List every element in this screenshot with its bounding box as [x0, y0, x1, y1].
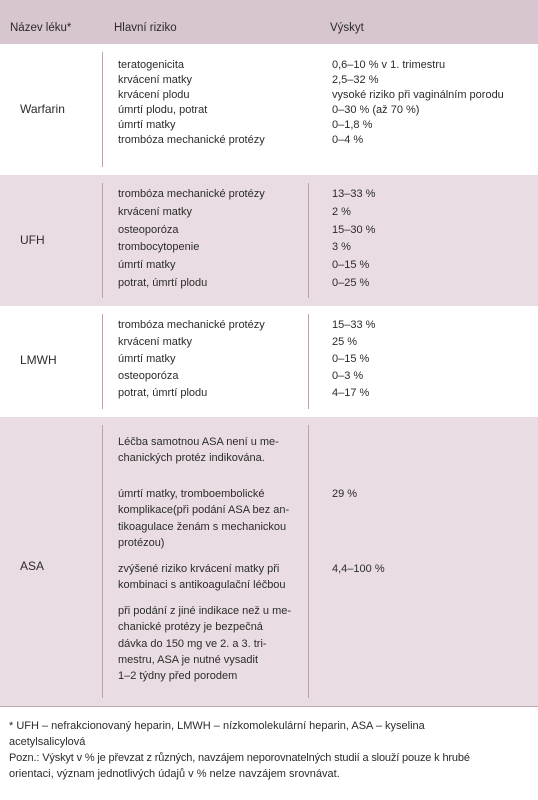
risk-cell: krvácení matky — [118, 206, 192, 218]
risk-line: mestru, ASA je nutné vysadit — [118, 653, 259, 666]
column-divider — [102, 425, 103, 698]
group-ufh — [0, 175, 538, 307]
header-drug-name: Název léku* — [10, 22, 72, 34]
occurrence-cell: 0,6–10 % v 1. trimestru — [332, 59, 446, 71]
column-divider — [102, 183, 103, 298]
occurrence-cell: 2,5–32 % — [332, 74, 379, 86]
column-divider — [102, 52, 103, 167]
occurrence-cell: 0–15 % — [332, 259, 370, 271]
risk-line: 1–2 týdny před porodem — [118, 670, 238, 683]
risk-paragraph — [118, 486, 289, 551]
occurrence-cell: 15–30 % — [332, 224, 376, 236]
risk-line: Léčba samotnou ASA není u me- — [118, 436, 279, 448]
occurrence-cell: 2 % — [332, 206, 351, 218]
risk-paragraph — [118, 603, 291, 684]
risk-line: úmrtí matky, tromboembolické — [118, 488, 265, 500]
footnote-abbreviations: * UFH – nefrakcionovaný heparin, LMWH – nízkomolekulární heparin, ASA – kyselina — [9, 720, 425, 732]
occurrence-cell: 0–3 % — [332, 370, 364, 382]
occurrence-cell: 0–15 % — [332, 353, 370, 365]
drug-name: ASA — [20, 559, 45, 573]
risk-cell: potrat, úmrtí plodu — [118, 277, 208, 289]
column-divider — [308, 314, 309, 409]
occurrence-cell: 4–17 % — [332, 387, 370, 399]
risk-cell: osteoporóza — [118, 370, 179, 382]
risk-paragraph — [118, 561, 286, 594]
risk-cell: úmrtí matky — [118, 119, 176, 131]
risk-line: komplikace(při podání ASA bez an- — [118, 504, 290, 517]
occurrence-cell: 0–1,8 % — [332, 119, 373, 131]
risk-line: zvýšené riziko krvácení matky při — [118, 563, 280, 575]
column-divider — [308, 425, 309, 698]
risk-cell: trombocytopenie — [118, 241, 200, 253]
group-asa — [0, 417, 538, 707]
risk-line: dávka do 150 mg ve 2. a 3. tri- — [118, 637, 267, 650]
table-header — [0, 0, 538, 45]
occurrence-cell: 3 % — [332, 241, 351, 253]
risk-cell: krvácení matky — [118, 74, 192, 86]
risk-line: chanických protéz indikována. — [118, 452, 265, 465]
risk-cell: úmrtí matky — [118, 259, 176, 271]
risk-cell: krvácení plodu — [118, 89, 190, 101]
risk-line: tikoagulace ženám s mechanickou — [118, 520, 287, 533]
footnote-note-cont: orientaci, význam jednotlivých údajů v % nelze navzájem srovnávat. — [9, 768, 340, 780]
occurrence-cell: 15–33 % — [332, 319, 376, 331]
risk-cell: teratogenicita — [118, 59, 185, 71]
header-main-risk: Hlavní riziko — [114, 22, 177, 34]
risk-cell: trombóza mechanické protézy — [118, 134, 265, 146]
risk-line: kombinaci s antikoagulační léčbou — [118, 579, 286, 592]
footnote-note: Pozn.: Výskyt v % je převzat z různých, navzájem neporovnatelných studií a slouží pouze k hrubé — [9, 752, 470, 764]
occurrence-cell: 0–4 % — [332, 134, 364, 146]
drug-name: Warfarin — [20, 102, 65, 116]
risk-cell: trombóza mechanické protézy — [118, 319, 265, 331]
occurrence-cell: 4,4–100 % — [332, 563, 385, 575]
drug-name: LMWH — [20, 353, 57, 367]
occurrence-cell: 13–33 % — [332, 188, 376, 200]
risk-cell: úmrtí plodu, potrat — [118, 104, 208, 116]
risk-cell: potrat, úmrtí plodu — [118, 387, 208, 399]
risk-paragraph — [118, 434, 279, 467]
risk-cell: osteoporóza — [118, 224, 179, 236]
risk-cell: krvácení matky — [118, 336, 192, 348]
occurrence-cell: 0–30 % (až 70 %) — [332, 104, 420, 116]
group-warfarin — [0, 44, 538, 176]
column-divider — [308, 183, 309, 298]
drug-name: UFH — [20, 233, 45, 247]
footnote-abbreviations-cont: acetylsalicylová — [9, 736, 86, 748]
occurrence-cell: 29 % — [332, 488, 358, 500]
column-divider — [102, 314, 103, 409]
risk-line: chanické protézy je bezpečná — [118, 621, 263, 634]
risk-line: protézou) — [118, 536, 165, 549]
group-lmwh — [0, 306, 538, 418]
occurrence-cell: 25 % — [332, 336, 358, 348]
risk-line: při podání z jiné indikace než u me- — [118, 605, 292, 617]
occurrence-cell: vysoké riziko při vaginálním porodu — [332, 89, 504, 101]
occurrence-cell: 0–25 % — [332, 277, 370, 289]
header-occurrence: Výskyt — [330, 22, 364, 34]
risk-cell: úmrtí matky — [118, 353, 176, 365]
risk-cell: trombóza mechanické protézy — [118, 188, 265, 200]
